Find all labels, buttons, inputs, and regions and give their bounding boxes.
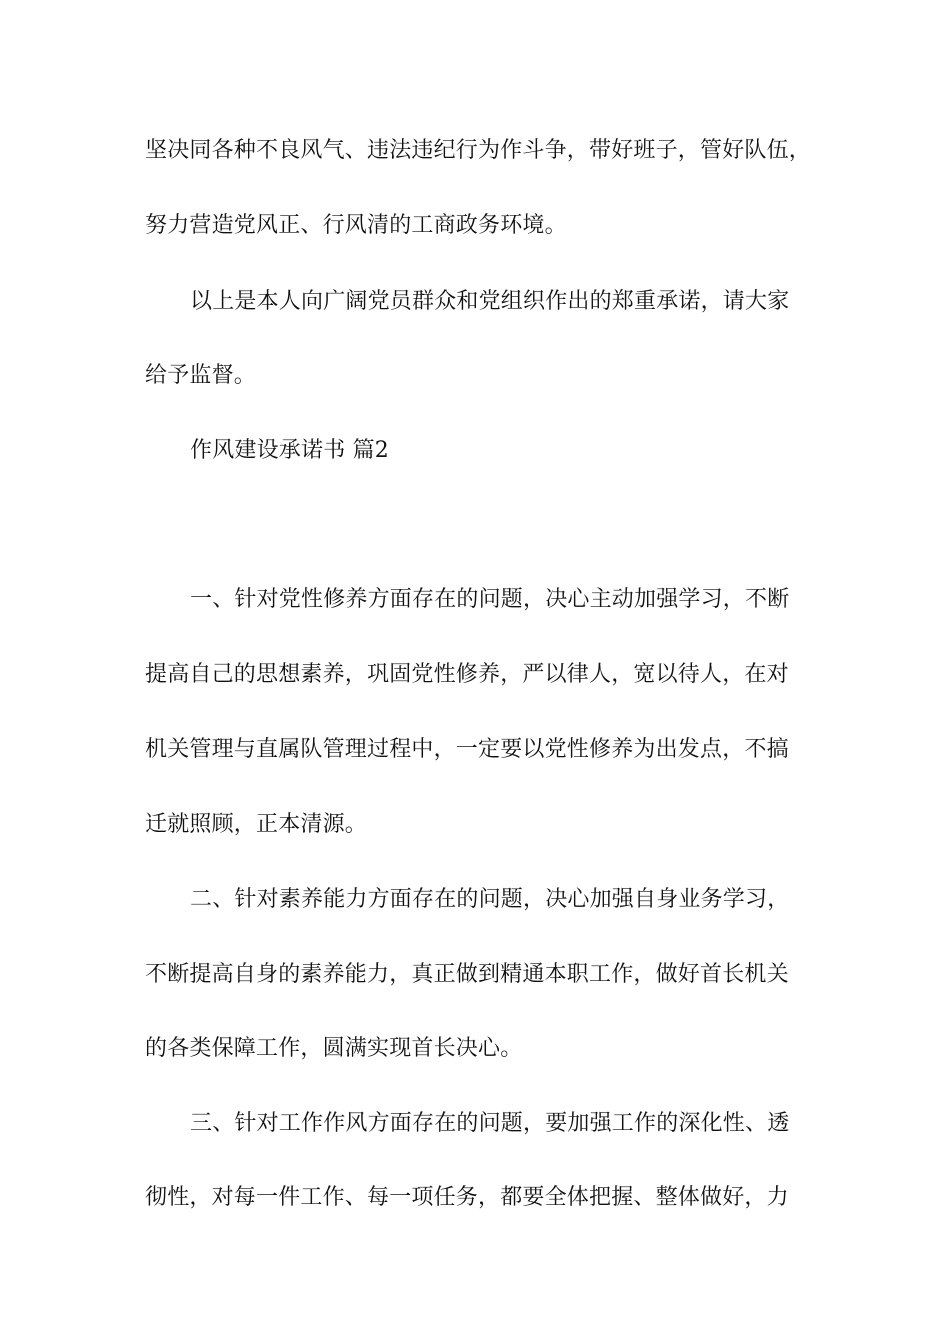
paragraph-line: 不断提高自身的素养能力，真正做到精通本职工作，做好首长机关 — [145, 962, 789, 987]
paragraph-line: 迁就照顾，正本清源。 — [145, 812, 368, 837]
paragraph-line: 提高自己的思想素养，巩固党性修养，严以律人，宽以待人，在对 — [145, 662, 789, 687]
section-heading: 作风建设承诺书 篇2 — [190, 438, 389, 463]
paragraph-line: 三、针对工作作风方面存在的问题，要加强工作的深化性、透 — [190, 1111, 790, 1136]
paragraph-line: 给予监督。 — [145, 363, 257, 388]
paragraph-line: 努力营造党风正、行风清的工商政务环境。 — [145, 213, 567, 238]
paragraph-line: 以上是本人向广阔党员群众和党组织作出的郑重承诺，请大家 — [190, 289, 790, 314]
paragraph-line: 二、针对素养能力方面存在的问题，决心加强自身业务学习， — [190, 887, 790, 912]
paragraph-line: 彻性，对每一件工作、每一项任务，都要全体把握、整体做好，力 — [145, 1185, 789, 1210]
paragraph-line: 一、针对党性修养方面存在的问题，决心主动加强学习，不断 — [190, 587, 790, 612]
paragraph-line: 坚决同各种不良风气、违法违纪行为作斗争，带好班子，管好队伍， — [145, 138, 812, 163]
paragraph-line: 机关管理与直属队管理过程中，一定要以党性修养为出发点，不搞 — [145, 737, 789, 762]
paragraph-line: 的各类保障工作，圆满实现首长决心。 — [145, 1036, 523, 1061]
